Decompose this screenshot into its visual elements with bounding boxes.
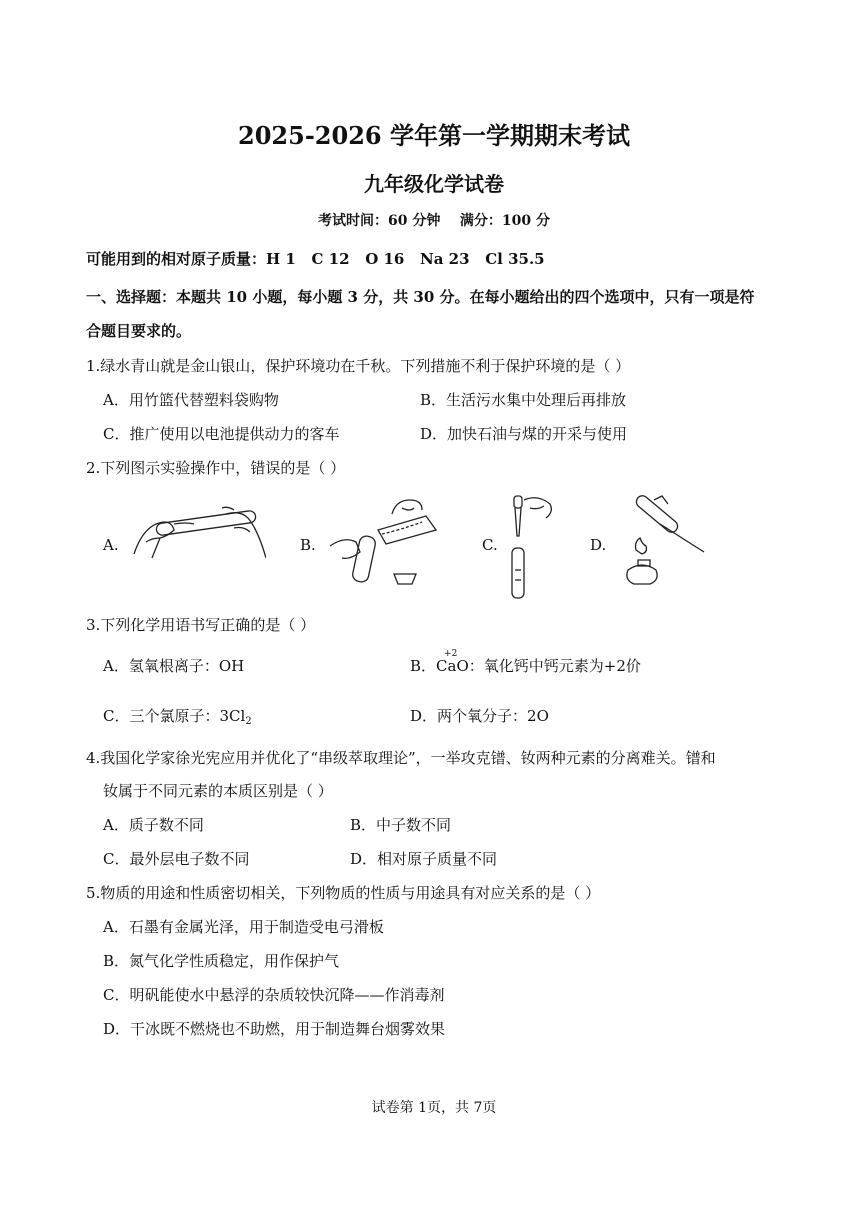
q4-option-b: B．中子数不同	[350, 816, 452, 834]
section-heading-line1: 一、选择题：本题共 10 小题，每小题 3 分，共 30 分。在每小题给出的四个选项中，只有一项是符	[86, 288, 755, 306]
question-4-stem-line2: 钕属于不同元素的本质区别是（ ）	[103, 782, 333, 800]
q3-option-c-label: C．三个氯原子：	[103, 707, 220, 725]
section-heading-line2: 合题目要求的。	[86, 322, 192, 340]
q3-option-b-charge: +2	[444, 649, 458, 659]
q4-option-a: A．质子数不同	[103, 816, 204, 834]
q2-option-b-label: B.	[300, 536, 316, 554]
q2-image-c-dropper	[502, 490, 562, 602]
q3-option-d: D．两个氧分子：2O	[410, 707, 549, 725]
q5-option-c: C．明矾能使水中悬浮的杂质较快沉降——作消毒剂	[103, 986, 445, 1004]
q3-option-a: A．氢氧根离子：OH	[103, 657, 245, 675]
q5-option-a: A．石墨有金属光泽，用于制造受电弓滑板	[103, 918, 384, 936]
q2-image-a-shaking-test-tube	[126, 502, 266, 572]
exam-title: 2025-2026 学年第一学期期末考试	[238, 121, 630, 150]
q3-option-c-formula: 3Cl	[219, 707, 246, 725]
q1-option-d: D．加快石油与煤的开采与使用	[420, 425, 628, 443]
q4-option-d: D．相对原子质量不同	[350, 850, 498, 868]
q3-option-c-subscript: 2	[245, 716, 252, 727]
q3-option-b	[410, 649, 641, 676]
q3-option-c	[103, 705, 252, 727]
q2-option-c-label: C.	[482, 536, 498, 554]
question-2-stem: 2.下列图示实验操作中，错误的是（ ）	[86, 459, 346, 477]
question-1-stem: 1.绿水青山就是金山银山，保护环境功在千秋。下列措施不利于保护环境的是（ ）	[86, 357, 631, 375]
q3-option-b-formula-text: CaO	[436, 657, 469, 675]
q2-option-d-label: D.	[590, 536, 607, 554]
q3-option-b-text: ：氧化钙中钙元素为+2价	[468, 657, 641, 675]
exam-info: 考试时间：60 分钟 满分：100 分	[318, 213, 550, 229]
question-4-stem-line1: 4.我国化学家徐光宪应用并优化了“串级萃取理论”，一举攻克镨、钕两种元素的分离难关。镨和	[86, 749, 716, 767]
q2-image-b-pouring-liquid	[322, 494, 452, 594]
question-5-stem: 5.物质的用途和性质密切相关，下列物质的性质与用途具有对应关系的是（ ）	[86, 884, 601, 902]
q1-option-a: A．用竹篮代替塑料袋购物	[103, 391, 279, 409]
q1-option-b: B．生活污水集中处理后再排放	[420, 391, 627, 409]
q3-option-b-formula	[436, 649, 469, 675]
q4-option-c: C．最外层电子数不同	[103, 850, 250, 868]
q2-option-a-label: A.	[103, 536, 119, 554]
page-footer: 试卷第 1页，共 7页	[371, 1100, 497, 1116]
q5-option-b: B．氮气化学性质稳定，用作保护气	[103, 952, 340, 970]
q3-option-b-label: B．	[410, 657, 437, 675]
exam-subtitle: 九年级化学试卷	[364, 172, 504, 196]
q5-option-d: D．干冰既不燃烧也不助燃，用于制造舞台烟雾效果	[103, 1020, 446, 1038]
atomic-masses: 可能用到的相对原子质量：H 1 C 12 O 16 Na 23 Cl 35.5	[86, 250, 545, 268]
q2-image-d-heating-test-tube	[614, 494, 710, 594]
question-3-stem: 3.下列化学用语书写正确的是（ ）	[86, 616, 316, 634]
q1-option-c: C．推广使用以电池提供动力的客车	[103, 425, 340, 443]
